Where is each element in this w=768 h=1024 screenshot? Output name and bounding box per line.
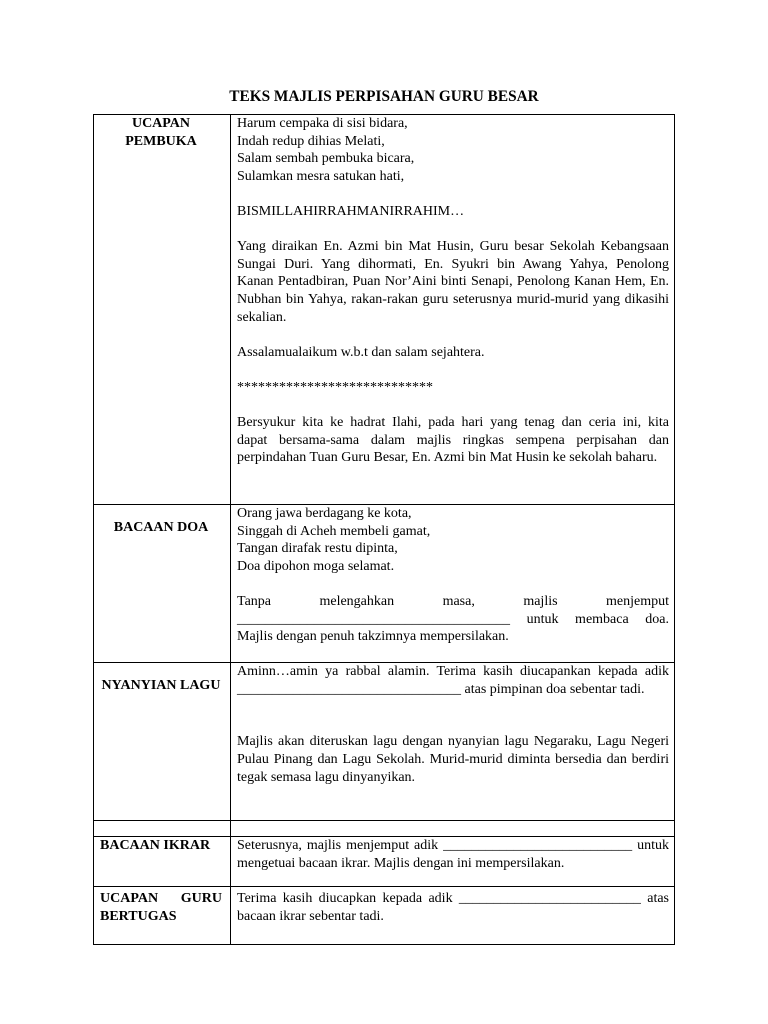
row-ucapan-pembuka xyxy=(94,115,674,505)
thanks-line: Aminn…amin ya rabbal alamin. Terima kasih diucapankan kepada adik xyxy=(237,664,669,679)
opening-line: dapat bersama-sama dalam majlis ringkas sempena perpisahan dan xyxy=(237,432,669,448)
greeting-line: Kanan Pentadbiran, Puan Nor’Aini binti Senapi, Penolong Kanan Hem, En. xyxy=(237,274,669,290)
spacer xyxy=(237,397,669,415)
spacer xyxy=(237,361,669,379)
pantun-line: Salam sembah pembuka bicara, xyxy=(237,151,415,167)
spacer xyxy=(237,221,669,239)
section-label: PEMBUKA xyxy=(125,133,197,149)
section-label-cell xyxy=(94,887,231,944)
spacer xyxy=(237,716,669,734)
opening-line: perpindahan Tuan Guru Besar, En. Azmi bin Mat Husin ke sekolah baharu. xyxy=(237,450,658,466)
section-text-cell xyxy=(231,115,674,504)
announcement-line: tegak semasa lagu dinyanyikan. xyxy=(237,769,416,785)
greeting-line: Yang diraikan En. Azmi bin Mat Husin, Guru besar Sekolah Kebangsaan xyxy=(237,239,669,255)
section-label: UCAPAN GURU xyxy=(100,891,222,906)
empty-cell xyxy=(94,821,231,836)
row-ucapan-guru-bertugas xyxy=(94,887,674,945)
section-label: UCAPAN xyxy=(131,116,191,131)
empty-cell xyxy=(231,821,674,836)
pantun-line: Harum cempaka di sisi bidara, xyxy=(237,116,408,131)
spacer xyxy=(237,185,669,203)
empty-row xyxy=(94,821,674,837)
section-label-cell xyxy=(94,115,231,504)
spacer xyxy=(237,575,669,593)
salam-line: Assalamualaikum w.b.t dan salam sejahtera. xyxy=(237,344,485,360)
pantun-line: Sulamkan mesra satukan hati, xyxy=(237,168,405,184)
spacer xyxy=(237,326,669,344)
thanks-line: ________________________________ atas pimpinan doa sebentar tadi. xyxy=(237,681,645,697)
document-title: TEKS MAJLIS PERPISAHAN GURU BESAR xyxy=(229,88,539,105)
section-label-cell xyxy=(94,505,231,662)
thanks-line: bacaan ikrar sebentar tadi. xyxy=(237,908,384,924)
programme-table xyxy=(93,114,675,945)
pantun-line: Doa dipohon moga selamat. xyxy=(237,558,395,574)
section-label: NYANYIAN LAGU xyxy=(101,677,221,693)
bismillah-line: BISMILLAHIRRAHMANIRRAHIM… xyxy=(237,203,465,219)
row-nyanyian-lagu xyxy=(94,663,674,821)
pantun-line: Indah redup dihias Melati, xyxy=(237,133,385,149)
announcement-line: Majlis akan diteruskan lagu dengan nyanyian lagu Negaraku, Lagu Negeri xyxy=(237,734,669,750)
opening-line: Bersyukur kita ke hadrat Ilahi, pada hari yang tenag dan ceria ini, kita xyxy=(237,415,669,431)
thanks-line: Terima kasih diucapkan kepada adik __________________________ atas xyxy=(237,891,669,906)
row-bacaan-ikrar xyxy=(94,837,674,887)
section-label: BERTUGAS xyxy=(100,908,177,924)
pantun-line: Tangan dirafak restu dipinta, xyxy=(237,541,398,557)
section-label-cell xyxy=(94,837,231,886)
pantun-line: Orang jawa berdagang ke kota, xyxy=(237,506,412,521)
section-text-cell xyxy=(231,887,674,944)
section-text-cell xyxy=(231,505,674,662)
announcement-line: Pulau Pinang dan Lagu Sekolah. Murid-murid diminta bersedia dan berdiri xyxy=(237,751,669,767)
section-text-cell xyxy=(231,837,674,886)
invitation-line: Seterusnya, majlis menjemput adik ___________________________ untuk xyxy=(237,838,669,853)
greeting-line: sekalian. xyxy=(237,309,287,325)
section-text-cell xyxy=(231,663,674,820)
pantun-line: Singgah di Acheh membeli gamat, xyxy=(237,523,431,539)
spacer xyxy=(237,698,669,716)
section-label-cell xyxy=(94,663,231,820)
invitation-line: mengetuai bacaan ikrar. Majlis dengan ini mempersilakan. xyxy=(237,855,565,871)
section-label: BACAAN DOA xyxy=(113,519,209,535)
invitation-line: _______________________________________ untuk membaca doa. xyxy=(237,611,669,627)
separator-line: **************************** xyxy=(237,379,433,395)
greeting-line: Sungai Duri. Yang dihormati, En. Syukri bin Awang Yahya, Penolong xyxy=(237,256,669,272)
greeting-line: Nubhan bin Yahya, rakan-rakan guru seterusnya murid-murid yang dikasihi xyxy=(237,291,669,307)
invitation-line: Majlis dengan penuh takzimnya mempersilakan. xyxy=(237,629,509,645)
row-bacaan-doa xyxy=(94,505,674,663)
section-label: BACAAN IKRAR xyxy=(100,838,211,853)
invitation-line: Tanpa melengahkan masa, majlis menjemput xyxy=(237,593,669,609)
